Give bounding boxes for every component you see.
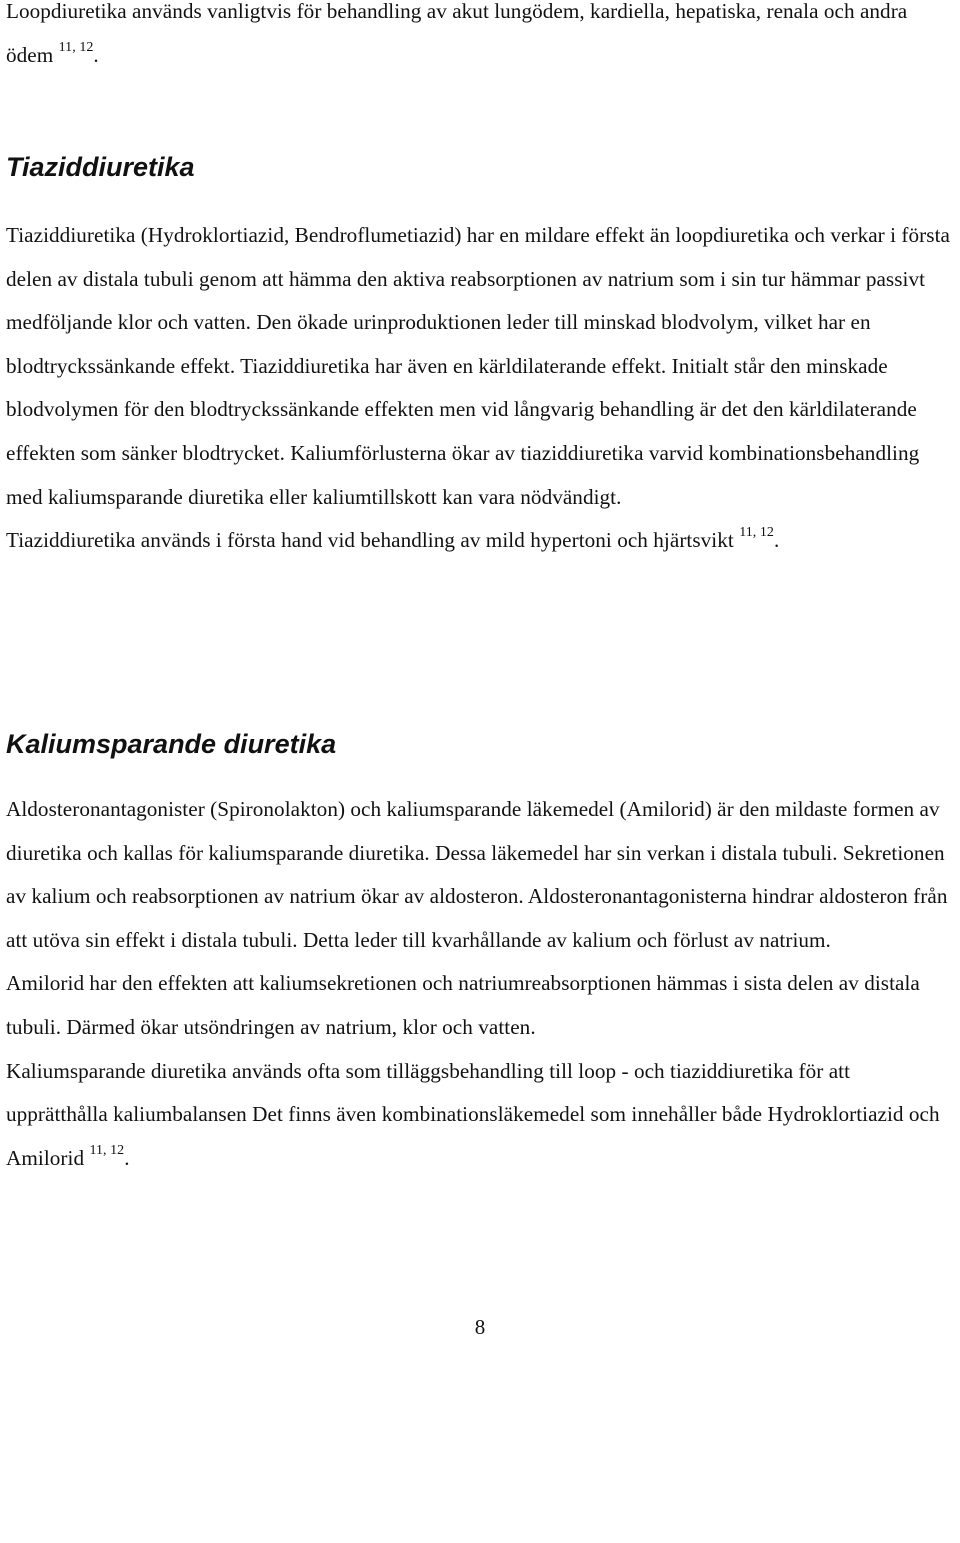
section-body-kaliumsparande	[6, 788, 956, 1180]
paragraph-period: .	[773, 528, 780, 553]
page-number: 8	[474, 1315, 486, 1339]
intro-period: .	[93, 42, 99, 67]
paragraph-text: Kaliumsparande diuretika används ofta som tilläggsbehandling till loop - och tiaziddiuretika för att upprätthålla kaliumbalansen Det finns även kombinationsläkemedel som innehåller både Hydroklortiazid och Amilorid	[6, 1058, 940, 1170]
section-body-tiaziddiuretika	[6, 214, 956, 563]
paragraph	[6, 519, 956, 563]
intro-reference: 11, 12	[58, 39, 94, 55]
paragraph: Aldosteronantagonister (Spironolakton) och kaliumsparande läkemedel (Amilorid) är den mildaste formen av diuretika och kallas för kaliumsparande diuretika. Dessa läkemedel har sin verkan i distala tubuli. Sekretionen av kalium och reabsorptionen av natrium ökar av aldosteron. Aldosteronantagonisterna hindrar aldosteron från att utöva sin effekt i distala tubuli. Detta leder till kvarhållande av kalium och förlust av natrium.	[6, 797, 948, 952]
paragraph: Amilorid har den effekten att kaliumsekretionen och natriumreabsorptionen hämmas i sista delen av distala tubuli. Därmed ökar utsöndringen av natrium, klor och vatten.	[6, 971, 920, 1039]
intro-paragraph	[6, 0, 956, 77]
intro-text: Loopdiuretika används vanligtvis för behandling av akut lungödem, kardiella, hepatiska, renala och andra ödem	[6, 0, 908, 67]
section-heading-tiaziddiuretika: Tiaziddiuretika	[6, 152, 195, 182]
paragraph-text: Tiaziddiuretika används i första hand vid behandling av mild hypertoni och hjärtsvikt	[6, 528, 734, 553]
paragraph	[6, 1050, 956, 1181]
paragraph: Tiaziddiuretika (Hydroklortiazid, Bendroflumetiazid) har en mildare effekt än loopdiuretika och verkar i första delen av distala tubuli genom att hämma den aktiva reabsorptionen av natrium som i sin tur hämmar passivt medföljande klor och vatten. Den ökade urinproduktionen leder till minskad blodvolym, vilket har en blodtryckssänkande effekt. Tiaziddiuretika har även en kärldilaterande effekt. Initialt står den minskade blodvolymen för den blodtryckssänkande effekten men vid långvarig behandling är det den kärldilaterande effekten som sänker blodtrycket. Kaliumförlusterna ökar av tiaziddiuretika varvid kombinationsbehandling med kaliumsparande diuretika eller kaliumtillskott kan vara nödvändigt.	[6, 223, 950, 509]
reference: 11, 12	[739, 525, 774, 541]
section-heading-kaliumsparande: Kaliumsparande diuretika	[6, 729, 337, 759]
reference: 11, 12	[89, 1142, 125, 1158]
paragraph-period: .	[124, 1145, 130, 1170]
